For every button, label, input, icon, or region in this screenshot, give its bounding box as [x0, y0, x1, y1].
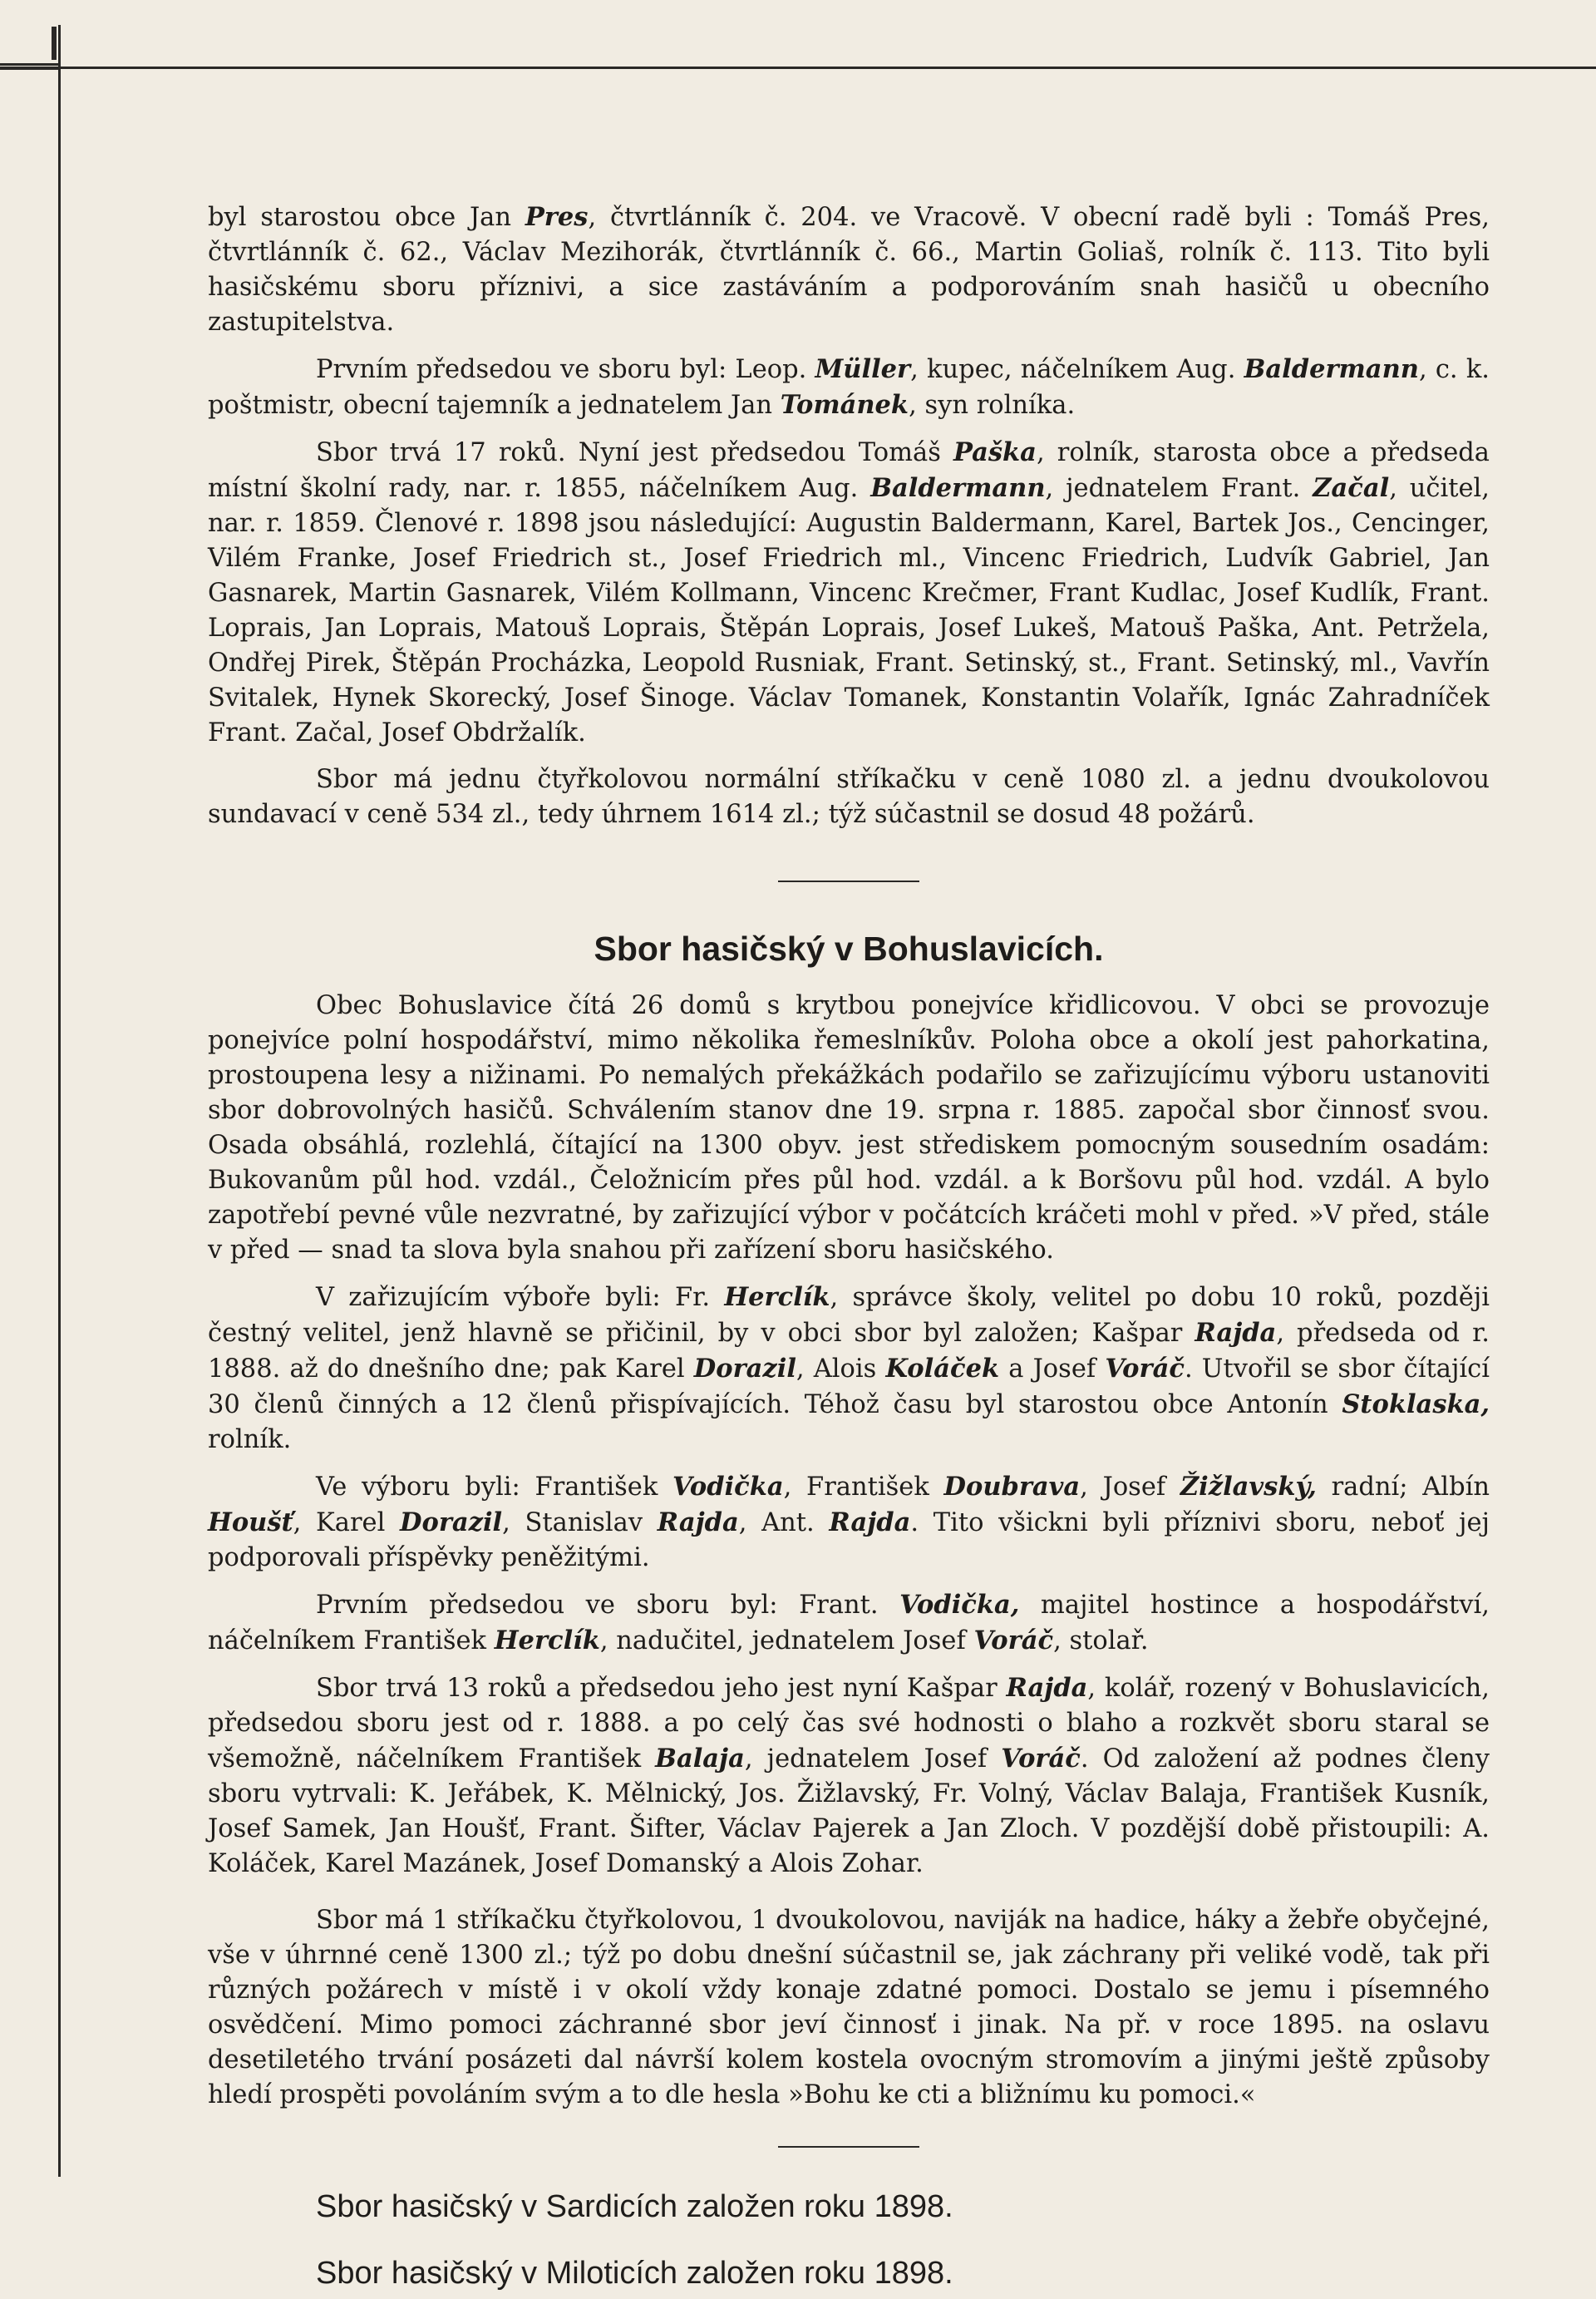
- emphasized-name: Herclík: [724, 1282, 830, 1312]
- emphasized-name: Rajda: [657, 1507, 739, 1537]
- emphasized-name: Doubrava: [943, 1472, 1081, 1502]
- section-divider: [778, 2146, 919, 2148]
- emphasized-name: Vodička,: [899, 1590, 1020, 1620]
- emphasized-name: Voráč: [1001, 1744, 1081, 1774]
- emphasized-name: Houšť: [208, 1507, 293, 1537]
- paragraph: Sbor trvá 13 roků a předsedou jeho jest nyní Kašpar Rajda, kolář, rozený v Bohuslavicích, předsedou sboru jest od r. 1888. a po celý čas své hodnosti o blaho a rozkvět sboru staral se všemožně, náčelníkem František Balaja, jednatelem Josef Voráč. Od založení až podnes členy sboru vytrvali: K. Jeřábek, K. Mělnický, Jos. Žižlavský, Fr. Volný, Václav Balaja, František Kusník, Josef Samek, Jan Houšť, Frant. Šifter, Václav Pajerek a Jan Zloch. V pozdější době přistoupili: A. Koláček, Karel Mazánek, Josef Domanský a Alois Zohar.: [208, 1673, 1490, 1878]
- paragraph: Obec Bohuslavice čítá 26 domů s krytbou ponejvíce křidlicovou. V obci se provozuje ponejvíce polní hospodářství, mimo několika řemeslníkův. Poloha obce a okolí jest pahorkatina, prostoupena lesy a nižinami. Po nemalých překážkách podařilo se zařizujícímu výboru ustanoviti sbor dobrovolných hasičů. Schválením stanov dne 19. srpna r. 1885. započal sbor činnosť svou. Osada obsáhlá, rozlehlá, čítající na 1300 obyv. jest střediskem pomocným sousedním osadám: Bukovanům půl hod. vzdál., Čeložnicím přes půl hod. vzdál. a k Boršovu půl hod. vzdál. A bylo zapotřebí pevné vůle nezvratné, by zařizující výbor v počátcích kráčeti mohl v před. »V před, stále v před — snad ta slova byla snahou při zařízení sboru hasičského.: [208, 991, 1490, 1265]
- emphasized-name: Žižlavský,: [1180, 1472, 1317, 1502]
- emphasized-name: Dorazil: [400, 1507, 503, 1537]
- footer-line-milotice: Sbor hasičský v Miloticích založen roku 1898.: [316, 2256, 953, 2291]
- emphasized-name: Voráč: [1105, 1354, 1185, 1384]
- emphasized-name: Baldermann: [1244, 354, 1419, 384]
- corner-mark: [52, 27, 57, 60]
- emphasized-name: Rajda: [1006, 1673, 1088, 1703]
- page-content: [208, 200, 1490, 2299]
- emphasized-name: Dorazil: [693, 1354, 796, 1384]
- paragraph: Sbor má 1 stříkačku čtyřkolovou, 1 dvoukolovou, naviják na hadice, háky a žebře obyčejné, vše v úhrnné ceně 1300 zl.; týž po dobu dnešní súčastnil se, jak záchrany při veliké vodě, tak při různých požárech v místě i v okolí vždy konaje zdatné pomoci. Dostalo se jemu i písemného osvědčení. Mimo pomoci záchranné sbor jeví činnosť i jinak. Na př. v roce 1895. na oslavu desetiletého trvání posázeti dal návrší kolem kostela ovocným stromovím a jinými ještě způsoby hledí prospěti povoláním svým a to dle hesla »Bohu ke cti a bližnímu ku pomoci.«: [208, 1906, 1490, 2109]
- section-vracov: [208, 200, 1490, 832]
- emphasized-name: Balaja: [655, 1744, 745, 1774]
- footer-line-sardice: Sbor hasičský v Sardicích založen roku 1898.: [316, 2189, 953, 2224]
- emphasized-name: Stoklaska,: [1342, 1389, 1490, 1419]
- section-bohuslavice: [208, 924, 1490, 2113]
- emphasized-name: Začal: [1313, 473, 1390, 503]
- paragraph: Sbor má jednu čtyřkolovou normální stříkačku v ceně 1080 zl. a jednu dvoukolovou sundavací v ceně 534 zl., tedy úhrnem 1614 zl.; týž súčastnil se dosud 48 požárů.: [208, 765, 1490, 829]
- paragraph: Prvním předsedou ve sboru byl: Frant. Vodička, majitel hostince a hospodářství, náčelníkem František Herclík, nadučitel, jednatelem Josef Voráč, stolař.: [208, 1590, 1490, 1655]
- paragraph: V zařizujícím výboře byli: Fr. Herclík, správce školy, velitel po dobu 10 roků, později čestný velitel, jenž hlavně se přičinil, by v obci sbor byl založen; Kašpar Rajda, předseda od r. 1888. až do dnešního dne; pak Karel Dorazil, Alois Koláček a Josef Voráč. Utvořil se sbor čítající 30 členů činných a 12 členů přispívajících. Téhož času byl starostou obce Antonín Stoklaska, rolník.: [208, 1282, 1490, 1454]
- paragraph: Prvním předsedou ve sboru byl: Leop. Müller, kupec, náčelníkem Aug. Baldermann, c. k. poštmistr, obecní tajemník a jednatelem Jan Tománek, syn rolníka.: [208, 354, 1490, 420]
- emphasized-name: Vodička: [672, 1472, 784, 1502]
- emphasized-name: Rajda: [829, 1507, 911, 1537]
- corner-notch: [0, 63, 58, 70]
- emphasized-name: Koláček: [885, 1354, 1000, 1384]
- emphasized-name: Pres: [525, 202, 589, 232]
- emphasized-name: Rajda: [1195, 1318, 1277, 1348]
- footer-notes: [208, 2181, 1490, 2299]
- emphasized-name: Tománek: [780, 390, 909, 420]
- section-divider: [778, 881, 919, 882]
- emphasized-name: Voráč: [973, 1626, 1054, 1655]
- paragraph: Sbor trvá 17 roků. Nyní jest předsedou Tomáš Paška, rolník, starosta obce a předseda místní školní rady, nar. r. 1855, náčelníkem Aug. Baldermann, jednatelem Frant. Začal, učitel, nar. r. 1859. Členové r. 1898 jsou následující: Augustin Baldermann, Karel, Bartek Jos., Cencinger, Vilém Franke, Josef Friedrich st., Josef Friedrich ml., Vincenc Friedrich, Ludvík Gabriel, Jan Gasnarek, Martin Gasnarek, Vilém Kollmann, Vincenc Krečmer, Frant Kudlac, Josef Kudlík, Frant. Loprais, Jan Loprais, Matouš Loprais, Štěpán Loprais, Josef Lukeš, Matouš Paška, Ant. Petržela, Ondřej Pirek, Štěpán Procházka, Leopold Rusniak, Frant. Setinský, st., Frant. Setinský, ml., Vavřín Svitalek, Hynek Skorecký, Josef Šinoge. Václav Tomanek, Konstantin Volařík, Ignác Zahradníček Frant. Začal, Josef Obdržalík.: [208, 437, 1490, 747]
- emphasized-name: Müller: [815, 354, 911, 384]
- emphasized-name: Paška: [953, 437, 1037, 467]
- left-margin-rule: [58, 25, 61, 2177]
- paragraph: Ve výboru byli: František Vodička, František Doubrava, Josef Žižlavský, radní; Albín Houšť, Karel Dorazil, Stanislav Rajda, Ant. Rajda. Tito všickni byli příznivi sboru, neboť jej podporovali příspěvky peněžitými.: [208, 1472, 1490, 1572]
- top-rule: [0, 67, 1596, 69]
- paragraph: byl starostou obce Jan Pres, čtvrtlánník č. 204. ve Vracově. V obecní radě byli : Tomáš Pres, čtvrtlánník č. 62., Václav Mezihorák, čtvrtlánník č. 66., Martin Goliaš, rolník č. 113. Tito byli hasičskému sboru příznivi, a sice zastáváním a podporováním snah hasičů u obecního zastupitelstva.: [208, 202, 1490, 337]
- section-title: Sbor hasičský v Bohuslavicích.: [594, 930, 1104, 968]
- emphasized-name: Baldermann: [870, 473, 1046, 503]
- emphasized-name: Herclík: [494, 1626, 600, 1655]
